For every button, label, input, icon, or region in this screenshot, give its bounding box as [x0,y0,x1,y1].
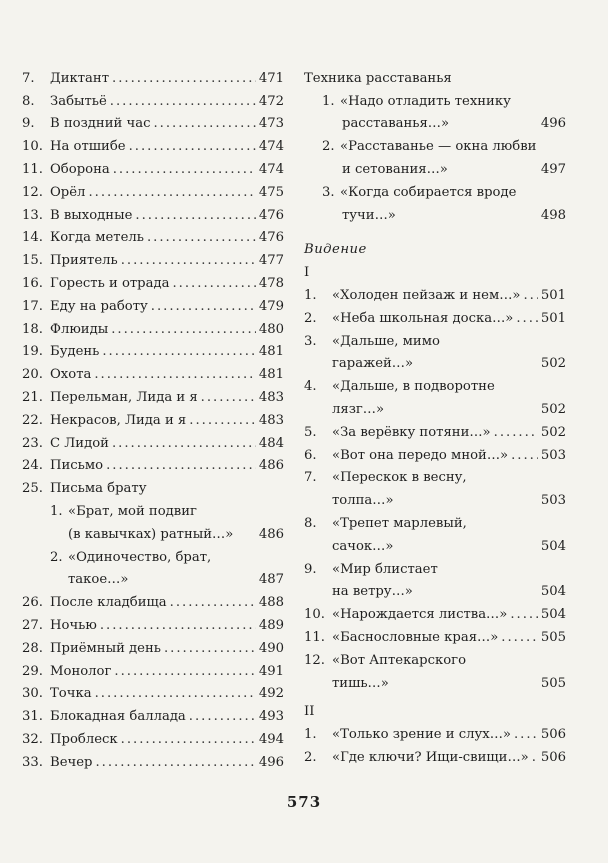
leader-dots [114,664,255,680]
entry-title: «Холоден пейзаж и нем…» [332,287,521,303]
toc-entry[interactable] [22,110,284,133]
entry-number: 10. [22,139,43,155]
entry-title: Приёмный день [50,640,161,656]
entry-page: 493 [258,709,284,725]
entry-page: 503 [540,493,566,509]
entry-number: 9. [22,116,35,132]
leader-dots [111,322,256,338]
entry-title-cont: расставанья…» [342,116,450,132]
entry-title: «Дальше, мимо [332,333,440,349]
leader-dots [189,413,256,429]
leader-dots [112,436,256,452]
entry-number: 30. [22,686,43,702]
entry-number: 12. [304,652,325,668]
entry-title: «Где ключи? Ищи-свищи…» [332,749,529,765]
entry-page: 504 [540,607,566,623]
toc-entry[interactable] [304,441,566,464]
toc-left-column [22,64,284,771]
leader-dots [88,185,255,201]
entry-page: 486 [258,458,284,474]
entry-page: 474 [258,161,284,177]
entry-page: 476 [258,207,284,223]
toc-entry[interactable] [304,743,566,766]
entry-page: 473 [258,116,284,132]
entry-title: «Вот она передо мной…» [332,447,509,463]
leader-dots [100,618,256,634]
entry-title: Монолог [50,663,112,679]
toc-entry[interactable] [304,669,566,692]
toc-entry[interactable] [22,702,284,725]
toc-entry[interactable] [22,634,284,657]
leader-dots [172,276,255,292]
leader-dots [153,116,255,132]
entry-page: 490 [258,640,284,656]
entry-page: 488 [258,595,284,611]
entry-title: «Неба школьная доска…» [332,310,514,326]
entry-page: 481 [258,344,284,360]
toc-entry[interactable] [304,532,566,555]
toc-entry[interactable] [22,429,284,452]
entry-number: 24. [22,458,43,474]
entry-page: 476 [258,230,284,246]
leader-dots [121,732,256,748]
entry-page: 471 [258,70,284,86]
entry-page: 483 [258,389,284,405]
entry-page: 475 [258,184,284,200]
entry-number: 7. [304,470,317,486]
entry-number: 2. [50,549,63,565]
entry-page: 502 [540,424,566,440]
entry-page: 504 [540,538,566,554]
entry-title: Еду на работу [50,298,148,314]
entry-number: 2. [322,139,335,155]
leader-dots [112,71,256,87]
leader-dots [516,311,537,327]
entry-number: 23. [22,435,43,451]
toc-entry[interactable] [22,383,284,406]
entry-title: «Мир блистает [332,561,438,577]
entry-page: 478 [258,275,284,291]
toc-entry[interactable] [304,509,566,532]
entry-title-cont: сачок…» [332,538,394,554]
leader-dots [102,344,255,360]
entry-title: Забытьё [50,93,107,109]
entry-page: 480 [258,321,284,337]
toc-entry[interactable] [304,372,566,395]
entry-title: С Лидой [50,435,109,451]
entry-title: «Только зрение и слух…» [332,727,511,743]
toc-entry[interactable] [22,520,284,543]
toc-entry[interactable] [304,87,566,110]
entry-page: 506 [540,749,566,765]
entry-title-cont: тишь…» [332,675,389,691]
toc-entry[interactable] [22,132,284,155]
entry-page: 487 [258,572,284,588]
entry-title-cont: (в кавычках) ратный…» [68,526,234,542]
toc-entry[interactable] [304,395,566,418]
entry-page: 472 [258,93,284,109]
leader-dots [110,94,256,110]
entry-number: 3. [322,184,335,200]
toc-entry[interactable] [22,680,284,703]
toc-entry[interactable] [304,178,566,201]
entry-title: Будень [50,344,100,360]
toc-entry[interactable] [22,474,284,497]
entry-title: В поздний час [50,116,151,132]
leader-dots [164,641,256,657]
entry-number: 4. [304,379,317,395]
entry-title: После кладбища [50,595,167,611]
entry-title: Приятель [50,253,118,269]
entry-number: 9. [304,561,317,577]
entry-title-cont: гаражей…» [332,356,414,372]
entry-title: Когда метель [50,230,144,246]
entry-number: 3. [304,333,317,349]
entry-title: В выходные [50,207,133,223]
part-label: II [304,704,315,720]
toc-entry[interactable] [304,555,566,578]
entry-number: 11. [304,629,325,645]
toc-entry[interactable] [22,224,284,247]
entry-title: Письмо [50,458,104,474]
entry-title-cont: на ветру…» [332,584,413,600]
entry-page: 501 [540,310,566,326]
leader-dots [532,750,538,766]
entry-number: 28. [22,640,43,656]
leader-dots [94,367,255,383]
entry-page: 484 [258,435,284,451]
entry-number: 8. [304,515,317,531]
entry-number: 33. [22,754,43,770]
entry-title-cont: и сетования…» [342,161,448,177]
toc-entry[interactable] [304,327,566,350]
toc-entry[interactable] [304,281,566,304]
entry-title: «Когда собирается вроде [340,184,517,200]
entry-number: 1. [322,93,335,109]
entry-number: 17. [22,298,43,314]
entry-number: 12. [22,184,43,200]
entry-title: На отшибе [50,139,126,155]
entry-title: «Брат, мой подвиг [68,503,197,519]
entry-page: 502 [540,356,566,372]
entry-number: 7. [22,70,35,86]
entry-number: 6. [304,447,317,463]
toc-entry[interactable] [304,418,566,441]
entry-title: Охота [50,367,92,383]
entry-number: 15. [22,253,43,269]
entry-title: Орёл [50,184,86,200]
entry-page: 486 [258,526,284,542]
toc-entry[interactable] [304,646,566,669]
toc-entry[interactable] [22,452,284,475]
leader-dots [121,253,256,269]
entry-number: 11. [22,161,43,177]
leader-dots [106,458,256,474]
entry-title: Точка [50,686,92,702]
entry-number: 1. [50,503,63,519]
toc-entry[interactable] [22,315,284,338]
toc-entry[interactable] [304,132,566,155]
leader-dots [95,755,255,771]
leader-dots [510,607,538,623]
toc-entry[interactable] [22,611,284,634]
entry-page: 504 [540,584,566,600]
toc-entry[interactable] [22,155,284,178]
toc-entry[interactable] [22,64,284,87]
section-title: Видение [304,242,367,258]
leader-dots [129,139,256,155]
toc-entry[interactable] [304,720,566,743]
toc-entry[interactable] [22,543,284,566]
page-number: 573 [286,793,322,811]
toc-entry[interactable] [22,406,284,429]
toc-entry[interactable] [304,304,566,327]
leader-dots [95,686,256,702]
entry-title: Горесть и отрада [50,275,170,291]
toc-entry[interactable] [304,350,566,373]
entry-title: «Трепет марлевый, [332,515,467,531]
entry-title: «Расставанье — окна любви [340,139,537,155]
entry-number: 5. [304,424,317,440]
entry-page: 479 [258,298,284,314]
toc-entry[interactable] [22,748,284,771]
leader-dots [147,230,256,246]
entry-title: Оборона [50,161,110,177]
entry-page: 489 [258,617,284,633]
toc-entry[interactable] [22,178,284,201]
entry-title: Флюиды [50,321,109,337]
leader-dots [514,727,538,743]
toc-entry[interactable] [22,87,284,110]
entry-title: Перельман, Лида и я [50,389,198,405]
entry-number: 29. [22,663,43,679]
leader-dots [494,425,538,441]
entry-title: Диктант [50,70,109,86]
entry-page: 497 [540,161,566,177]
toc-entry[interactable] [304,110,566,133]
entry-title-cont: тучи…» [342,207,396,223]
entry-number: 21. [22,389,43,405]
entry-title: «Надо отладить технику [340,93,511,109]
toc-entry[interactable] [22,246,284,269]
toc-entry[interactable] [22,725,284,748]
entry-number: 1. [304,727,317,743]
entry-page: 505 [540,675,566,691]
entry-number: 32. [22,731,43,747]
toc-entry[interactable] [304,486,566,509]
toc-entry[interactable] [304,578,566,601]
entry-title: «За верёвку потяни…» [332,424,491,440]
leader-dots [523,288,537,304]
leader-dots [501,630,538,646]
entry-page: 498 [540,207,566,223]
entry-title: Проблеск [50,731,118,747]
entry-page: 474 [258,139,284,155]
entry-page: 506 [540,727,566,743]
entry-number: 13. [22,207,43,223]
toc-entry[interactable] [304,155,566,178]
toc-entry[interactable] [22,497,284,520]
entry-title: Некрасов, Лида и я [50,412,187,428]
toc-entry[interactable] [22,292,284,315]
entry-title: «Вот Аптекарского [332,652,467,668]
toc-entry[interactable] [304,600,566,623]
entry-page: 505 [540,629,566,645]
entry-number: 31. [22,709,43,725]
entry-number: 10. [304,607,325,623]
entry-number: 2. [304,749,317,765]
leader-dots [113,162,256,178]
entry-title-cont: толпа…» [332,493,394,509]
entry-number: 8. [22,93,35,109]
entry-title: Ночью [50,617,97,633]
entry-number: 18. [22,321,43,337]
entry-title: «Дальше, в подворотне [332,379,495,395]
entry-title: «Перескок в весну, [332,470,467,486]
entry-title-cont: такое…» [68,572,129,588]
entry-number: 27. [22,617,43,633]
entry-page: 502 [540,401,566,417]
entry-page: 496 [540,116,566,132]
entry-title: «Нарождается листва…» [332,607,508,623]
toc-entry[interactable] [304,201,566,224]
entry-title: «Баснословные края…» [332,629,499,645]
entry-number: 1. [304,287,317,303]
leader-dots [201,390,256,406]
entry-page: 492 [258,686,284,702]
entry-number: 19. [22,344,43,360]
entry-title: Письма брату [50,481,147,497]
leader-dots [151,299,256,315]
toc-entry[interactable] [304,464,566,487]
leader-dots [170,595,256,611]
entry-page: 496 [258,754,284,770]
toc-entry[interactable] [22,588,284,611]
entry-number: 16. [22,275,43,291]
section-title: Техника расставанья [304,70,452,86]
part-label: I [304,265,310,281]
entry-page: 483 [258,412,284,428]
toc-entry[interactable] [22,360,284,383]
entry-page: 481 [258,367,284,383]
entry-page: 494 [258,731,284,747]
entry-page: 491 [258,663,284,679]
toc-right-column [304,64,566,766]
entry-number: 2. [304,310,317,326]
leader-dots [511,448,538,464]
toc-entry[interactable] [22,269,284,292]
toc-entry[interactable] [22,566,284,589]
entry-number: 22. [22,412,43,428]
entry-number: 20. [22,367,43,383]
entry-page: 501 [540,287,566,303]
toc-entry[interactable] [22,338,284,361]
toc-entry[interactable] [304,623,566,646]
entry-title-cont: лязг…» [332,401,385,417]
entry-number: 14. [22,230,43,246]
entry-page: 477 [258,253,284,269]
entry-title: «Одиночество, брат, [68,549,212,565]
entry-title: Вечер [50,754,93,770]
leader-dots [189,709,256,725]
leader-dots [135,208,255,224]
entry-page: 503 [540,447,566,463]
entry-title: Блокадная баллада [50,709,186,725]
entry-number: 25. [22,481,43,497]
entry-number: 26. [22,595,43,611]
toc-entry[interactable] [22,657,284,680]
toc-entry[interactable] [22,201,284,224]
